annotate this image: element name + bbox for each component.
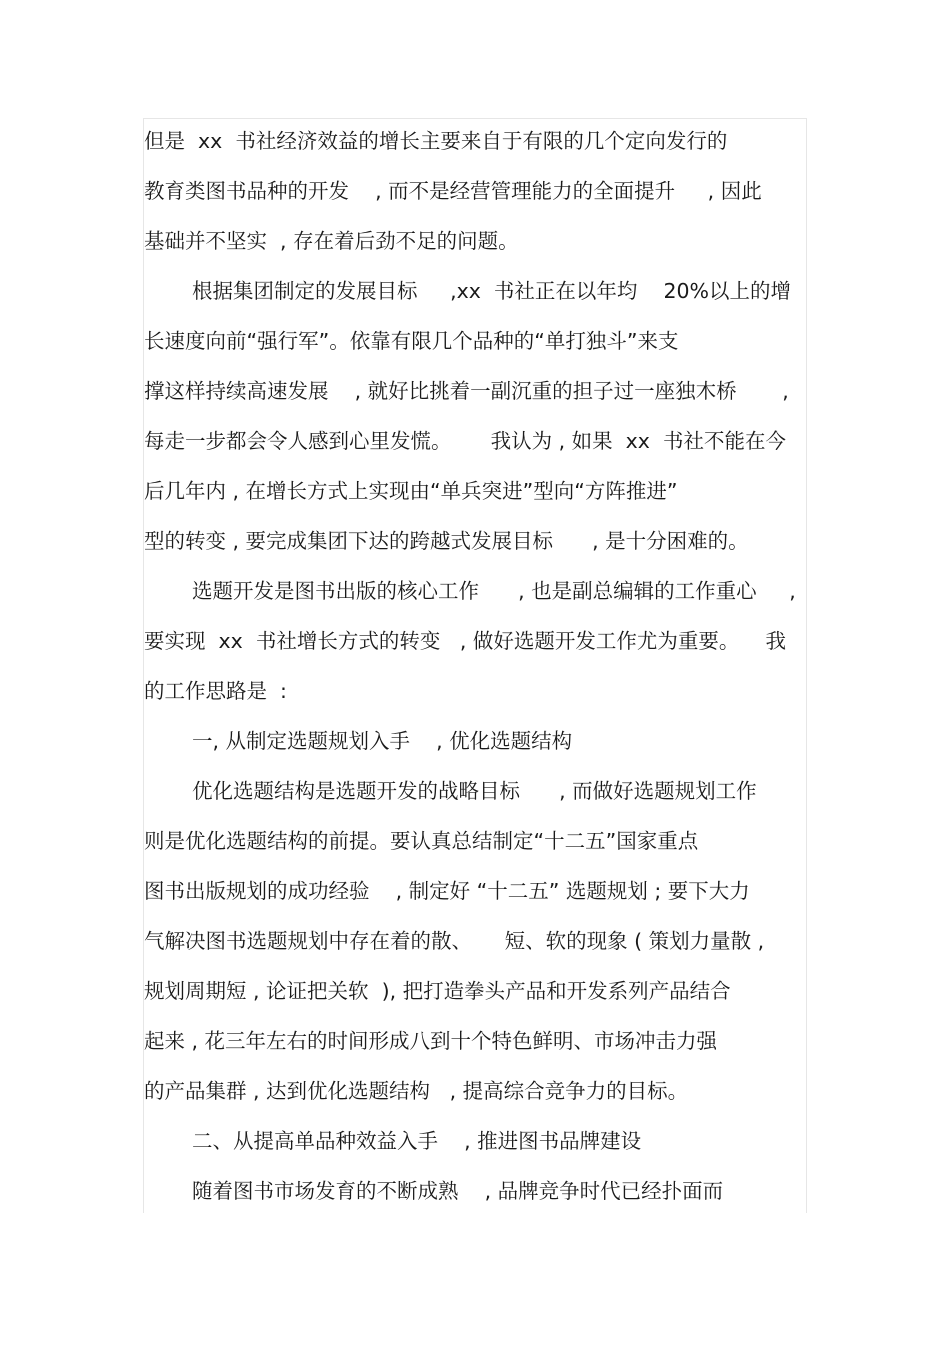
- text-line: 图书出版规划的成功经验 , 制定好 “十二五” 选题规划 ; 要下大力: [144, 879, 750, 903]
- text-line: 每走一步都会令人感到心里发慌。 我认为 , 如果 xx 书社不能在今: [144, 429, 786, 453]
- text-line: 教育类图书品种的开发 , 而不是经营管理能力的全面提升 , 因此: [144, 179, 762, 203]
- text-line: 撑这样持续高速发展 , 就好比挑着一副沉重的担子过一座独木桥 ,: [144, 379, 789, 403]
- page-frame-right: [806, 118, 807, 1213]
- text-line: 根据集团制定的发展目标 ,xx 书社正在以年均 20%以上的增: [192, 279, 792, 303]
- text-line: 但是 xx 书社经济效益的增长主要来自于有限的几个定向发行的: [144, 129, 728, 153]
- section-heading: 二、从提高单品种效益入手 , 推进图书品牌建设: [192, 1129, 642, 1153]
- text-line: 长速度向前“强行军”。依靠有限几个品种的“单打独斗”来支: [144, 329, 679, 353]
- section-heading: 一, 从制定选题规划入手 , 优化选题结构: [192, 729, 573, 753]
- text-line: 优化选题结构是选题开发的战略目标 , 而做好选题规划工作: [192, 779, 757, 803]
- text-line: 基础并不坚实 , 存在着后劲不足的问题。: [144, 229, 519, 253]
- text-line: 型的转变 , 要完成集团下达的跨越式发展目标 , 是十分困难的。: [144, 529, 749, 553]
- text-line: 规划周期短 , 论证把关软 ), 把打造拳头产品和开发系列产品结合: [144, 979, 731, 1003]
- text-line: 要实现 xx 书社增长方式的转变 , 做好选题开发工作尤为重要。 我: [144, 629, 786, 653]
- text-line: 的产品集群 , 达到优化选题结构 , 提高综合竞争力的目标。: [144, 1079, 689, 1103]
- text-line: 随着图书市场发育的不断成熟 , 品牌竞争时代已经扑面而: [192, 1179, 724, 1203]
- text-line: 选题开发是图书出版的核心工作 , 也是副总编辑的工作重心 ,: [192, 579, 796, 603]
- text-line: 的工作思路是 :: [144, 679, 287, 703]
- page-frame-top: [143, 118, 807, 119]
- text-line: 后几年内 , 在增长方式上实现由“单兵突进”型向“方阵推进”: [144, 479, 678, 503]
- text-line: 气解决图书选题规划中存在着的散、 短、软的现象 ( 策划力量散 ,: [144, 929, 765, 953]
- text-line: 则是优化选题结构的前提。要认真总结制定“十二五”国家重点: [144, 829, 699, 853]
- text-line: 起来 , 花三年左右的时间形成八到十个特色鲜明、市场冲击力强: [144, 1029, 718, 1053]
